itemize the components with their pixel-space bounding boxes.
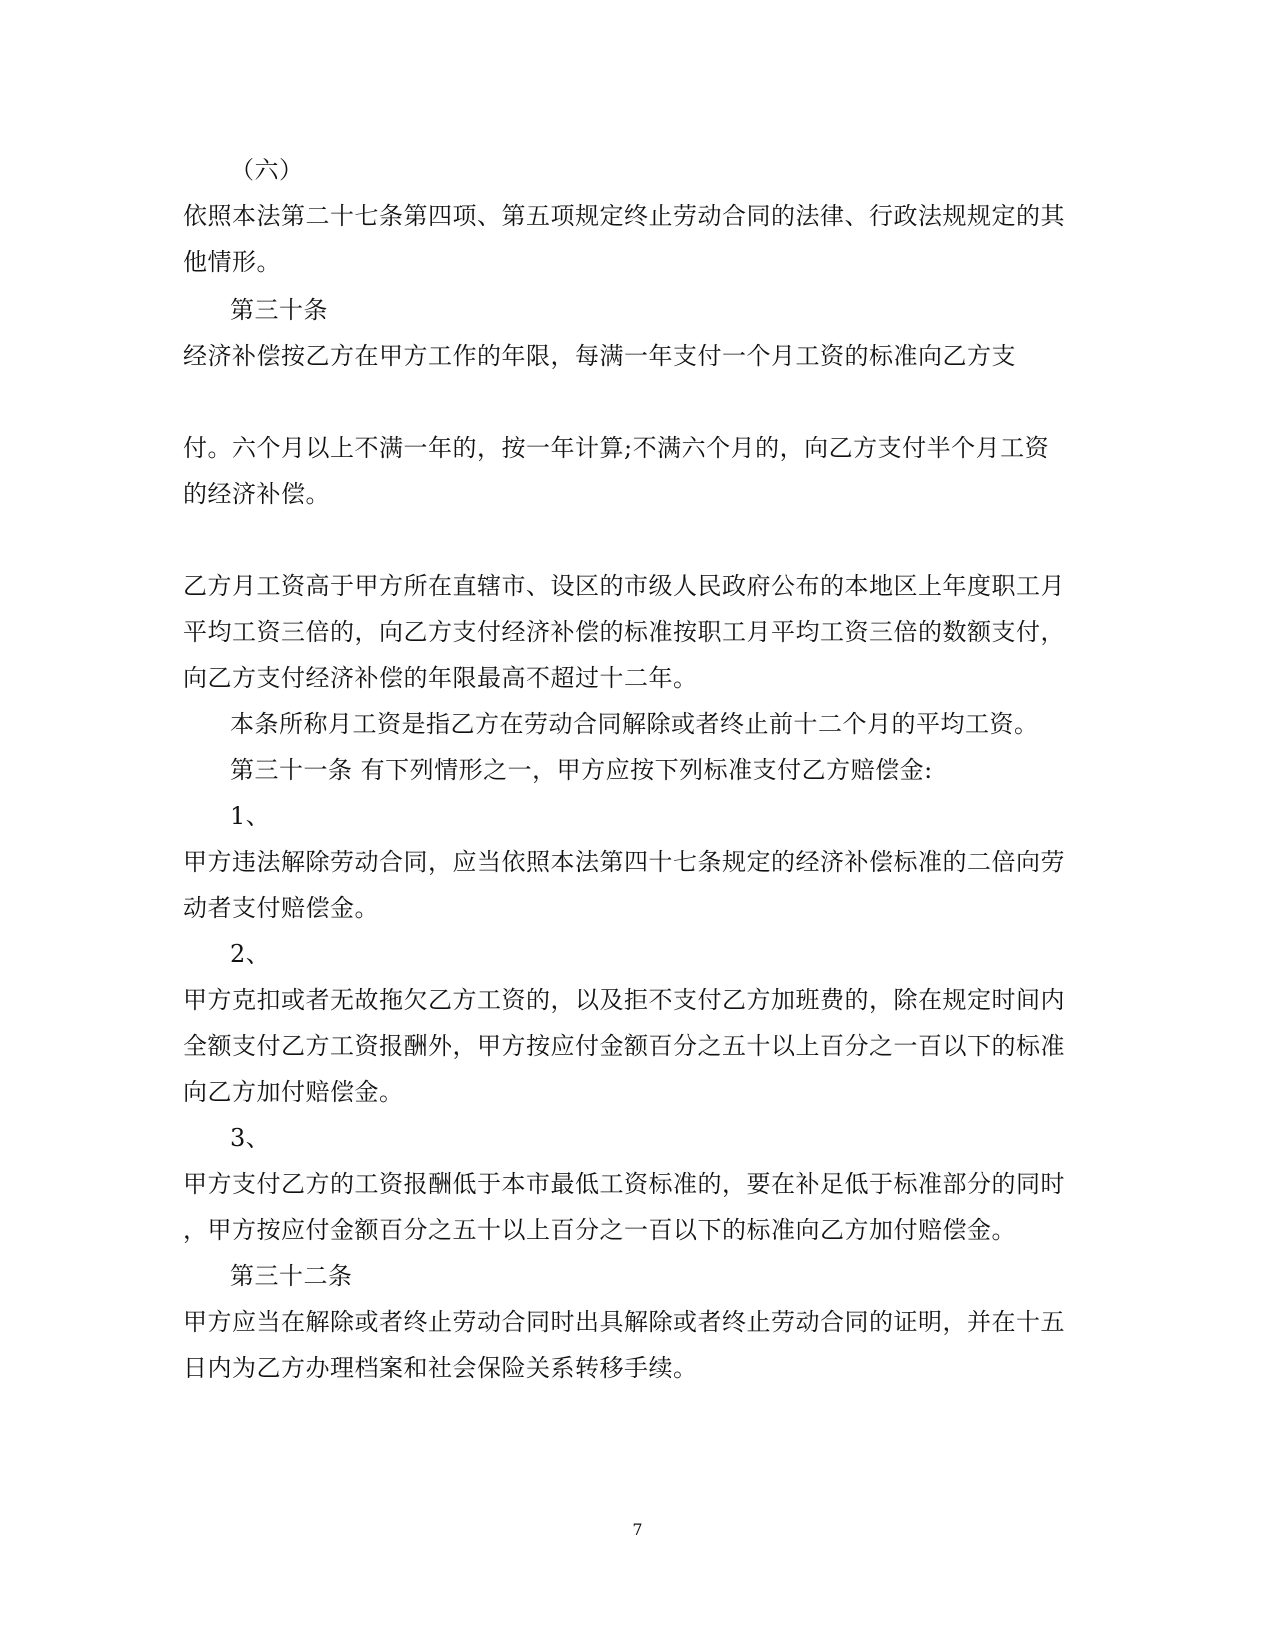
article-heading-31: 第三十一条 有下列情形之一，甲方应按下列标准支付乙方赔偿金:	[230, 756, 933, 784]
text-line: 他情形。	[183, 248, 281, 276]
list-marker-6: （六）	[230, 156, 304, 184]
text-line: 付。六个月以上不满一年的，按一年计算;不满六个月的，向乙方支付半个月工资	[183, 434, 1050, 462]
text-line: 本条所称月工资是指乙方在劳动合同解除或者终止前十二个月的平均工资。	[230, 710, 1039, 738]
text-line: 甲方支付乙方的工资报酬低于本市最低工资标准的，要在补足低于标准部分的同时	[183, 1170, 1065, 1198]
text-line: 平均工资三倍的，向乙方支付经济补偿的标准按职工月平均工资三倍的数额支付，	[183, 618, 1065, 646]
text-line: 动者支付赔偿金。	[183, 894, 379, 922]
text-line: 甲方应当在解除或者终止劳动合同时出具解除或者终止劳动合同的证明，并在十五	[183, 1308, 1065, 1336]
list-marker-3: 3、	[230, 1124, 271, 1152]
text-line: 乙方月工资高于甲方所在直辖市、设区的市级人民政府公布的本地区上年度职工月	[183, 572, 1065, 600]
text-line: 依照本法第二十七条第四项、第五项规定终止劳动合同的法律、行政法规规定的其	[183, 202, 1065, 230]
text-line: ，甲方按应付金额百分之五十以上百分之一百以下的标准向乙方加付赔偿金。	[183, 1216, 1016, 1244]
text-line: 甲方违法解除劳动合同，应当依照本法第四十七条规定的经济补偿标准的二倍向劳	[183, 848, 1065, 876]
text-line: 日内为乙方办理档案和社会保险关系转移手续。	[183, 1354, 698, 1382]
text-line: 经济补偿按乙方在甲方工作的年限，每满一年支付一个月工资的标准向乙方支	[183, 342, 1016, 370]
article-heading-32: 第三十二条	[230, 1262, 353, 1290]
text-line: 全额支付乙方工资报酬外，甲方按应付金额百分之五十以上百分之一百以下的标准	[183, 1032, 1065, 1060]
article-heading-30: 第三十条	[230, 296, 328, 324]
list-marker-2: 2、	[230, 940, 271, 968]
text-line: 向乙方加付赔偿金。	[183, 1078, 404, 1106]
text-line: 甲方克扣或者无故拖欠乙方工资的，以及拒不支付乙方加班费的，除在规定时间内	[183, 986, 1065, 1014]
text-line: 的经济补偿。	[183, 480, 330, 508]
text-line: 向乙方支付经济补偿的年限最高不超过十二年。	[183, 664, 698, 692]
list-marker-1: 1、	[230, 802, 271, 830]
page-number: 7	[632, 1520, 643, 1539]
